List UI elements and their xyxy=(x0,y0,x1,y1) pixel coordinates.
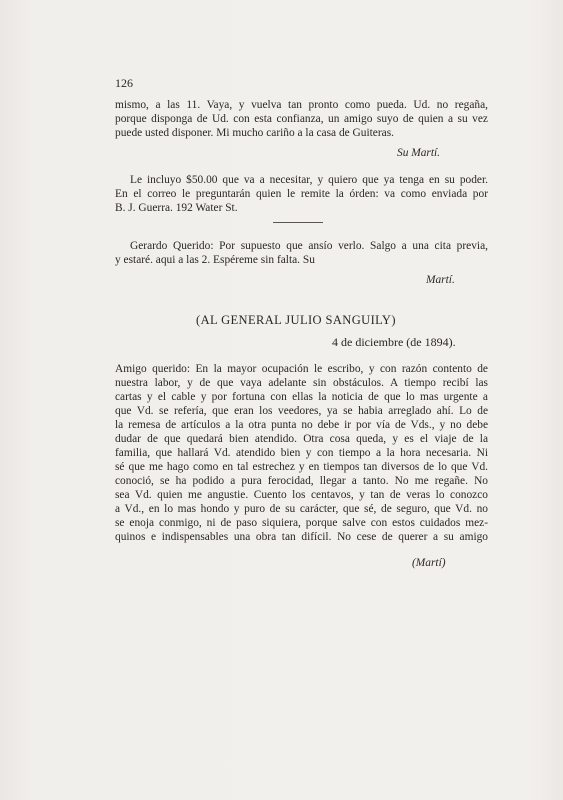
paragraph-line: puede usted disponer. Mi mucho cariño a la casa de Guiteras. xyxy=(115,127,394,139)
paragraph-line: mismo, a las 11. Vaya, y vuelva tan pronto como pueda. Ud. no regaña, xyxy=(115,99,488,111)
paragraph-line: conoció, se ha podido a pura ferocidad, llegar a tanto. No me regañe. No xyxy=(115,475,488,487)
separator-rule xyxy=(273,222,323,223)
paragraph-line: dudar de que quedará bien atendido. Otra cosa queda, y es el viaje de la xyxy=(115,433,488,445)
paragraph-line: nuestra labor, y de que vaya adelante sin obstáculos. A tiempo recibí las xyxy=(115,377,488,389)
signature: (Martí) xyxy=(412,557,446,569)
paragraph-line: cartas y el cable y por fortuna con ellas la noticia de que lo mas urgente a xyxy=(115,391,488,403)
paragraph-line: familia, que hallará Vd. atendido bien y con tiempo a la hora necesaria. Ni xyxy=(115,447,488,459)
paragraph-line: y estaré. aqui a las 2. Espéreme sin falta. Su xyxy=(115,254,315,266)
paragraph-line: quinos e indispensables una obra tan difícil. No cese de querer a su amigo xyxy=(115,531,488,543)
paragraph-line: la remesa de artículos a la otra punta no debe ir por vía de Vds., y no debe xyxy=(115,419,488,431)
paragraph-line: B. J. Guerra. 192 Water St. xyxy=(115,202,238,214)
paragraph-line: porque disponga de Ud. con esta confianza, un amigo suyo de quien a su vez xyxy=(115,113,488,125)
paragraph-line: que Vd. se refería, que eran los veedores, ya se habia arreglado ahí. Lo de xyxy=(115,405,488,417)
paragraph-line: Le incluyo $50.00 que va a necesitar, y quiero que ya tenga en su poder. xyxy=(130,174,488,186)
page-number: 126 xyxy=(115,76,133,90)
paragraph-line: sea Vd. quien me angustie. Cuento los centavos, y tan de veras lo conozco xyxy=(115,489,488,501)
paragraph-line: Gerardo Querido: Por supuesto que ansío verlo. Salgo a una cita previa, xyxy=(130,240,488,252)
paragraph-line: se enoja conmigo, ni de paso siquiera, porque salve con estos cuidados mez- xyxy=(115,517,488,529)
letter-heading: (AL GENERAL JULIO SANGUILY) xyxy=(196,313,396,327)
paragraph-line: sé que me hago como en tal estrechez y en tiempos tan diversos de lo que Vd. xyxy=(115,461,488,473)
paragraph-line: Amigo querido: En la mayor ocupación le escribo, y con razón contento de xyxy=(115,363,488,375)
signature: Su Martí. xyxy=(397,147,441,159)
signature: Martí. xyxy=(426,274,455,286)
paragraph-line: En el correo le preguntarán quien le remite la órden: va como enviada por xyxy=(115,188,488,200)
paragraph-line: a Vd., en lo mas hondo y puro de su carácter, que sé, de seguro, que Vd. no xyxy=(115,503,488,515)
letter-date: 4 de diciembre (de 1894). xyxy=(332,335,456,349)
